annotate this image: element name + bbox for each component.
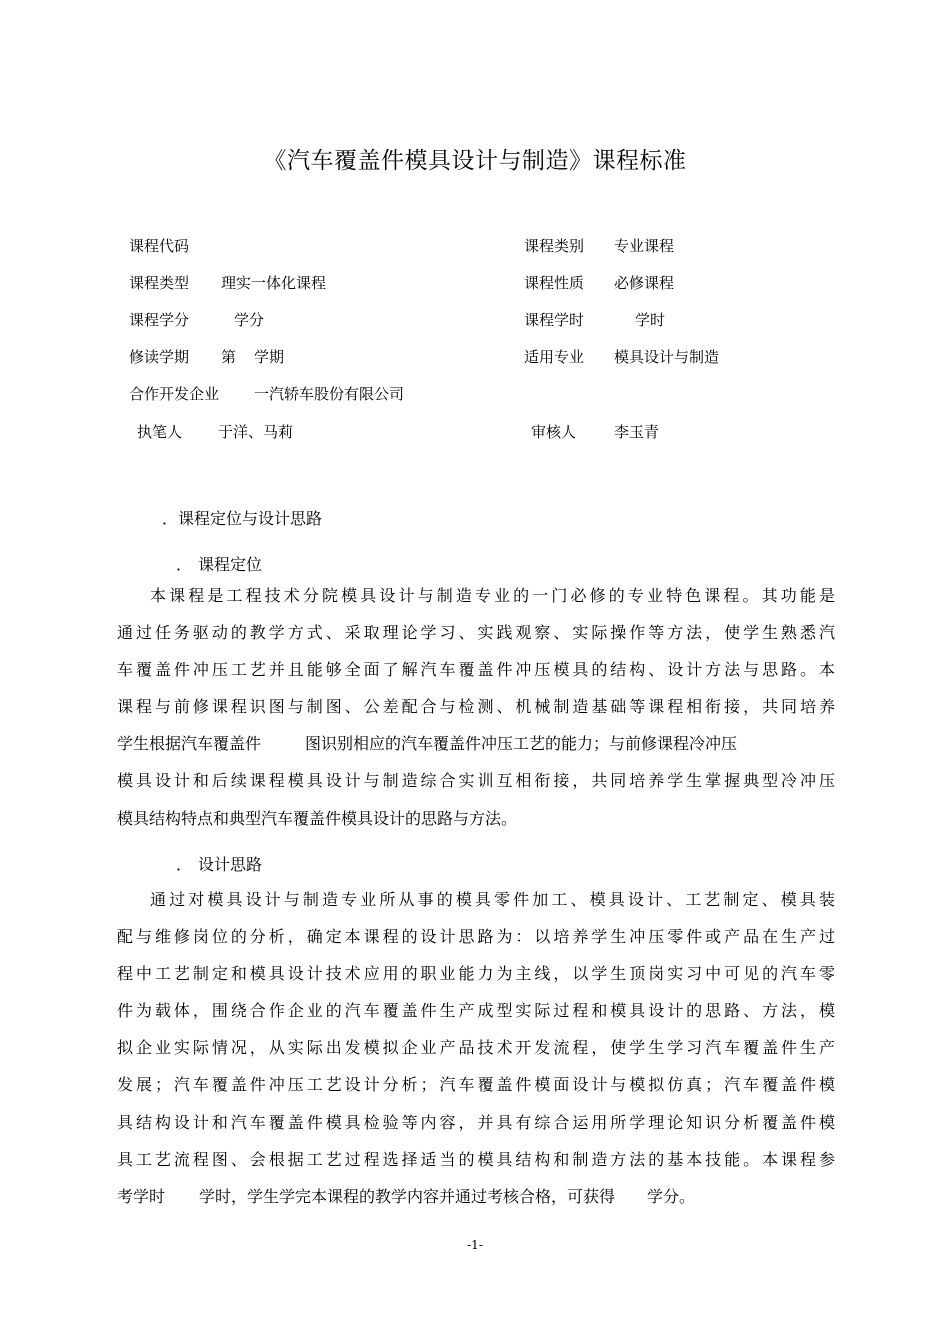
meta-row-2 xyxy=(0,272,950,296)
partner-label: 合作开发企业 xyxy=(129,385,220,403)
subsection-number: ． xyxy=(176,555,193,574)
paragraph-line: 通过对模具设计与制造专业所从事的模具零件加工、模具设计、工艺制定、模具装 xyxy=(150,890,835,909)
paragraph-fragment: 考学时 xyxy=(117,1186,166,1206)
course-code-label: 课程代码 xyxy=(129,237,190,255)
paragraph-line: 程中工艺制定和模具设计技术应用的职业能力为主线，以学生顶岗实习中可见的汽车零 xyxy=(117,964,835,984)
paragraph-line: 模具结构特点和典型汽车覆盖件模具设计的思路与方法。 xyxy=(117,808,518,828)
section-number: ． xyxy=(162,509,179,528)
course-type-label: 课程类型 xyxy=(129,274,190,292)
document-title: 《汽车覆盖件模具设计与制造》课程标准 xyxy=(263,148,687,174)
paragraph-line xyxy=(117,1178,835,1215)
meta-row-1 xyxy=(0,235,950,259)
paragraph-line: 发展；汽车覆盖件冲压工艺设计分析；汽车覆盖件模面设计与模拟仿真；汽车覆盖件模 xyxy=(117,1075,835,1095)
subsection-number: ． xyxy=(176,855,193,874)
reviewer-value: 李玉青 xyxy=(614,423,660,441)
paragraph-fragment: 学时，学生学完本课程的教学内容并通过考核合格，可获得 xyxy=(199,1186,616,1206)
partner-value: 一汽轿车股份有限公司 xyxy=(254,385,405,403)
section-title: 课程定位与设计思路 xyxy=(178,509,323,528)
hours-label: 课程学时 xyxy=(524,311,585,329)
paragraph-line: 具结构设计和汽车覆盖件模具检验等内容，并具有综合运用所学理论知识分析覆盖件模 xyxy=(117,1112,835,1132)
paragraph-line: 配与维修岗位的分析，确定本课程的设计思路为：以培养学生冲压零件或产品在生产过 xyxy=(117,927,835,947)
major-label: 适用专业 xyxy=(524,348,585,366)
author-label: 执笔人 xyxy=(137,423,183,441)
paragraph-line: 模具设计和后续课程模具设计与制造综合实训互相衔接，共同培养学生掌握典型冷冲压 xyxy=(117,771,835,791)
section-heading-1 xyxy=(162,506,322,529)
course-type-value: 理实一体化课程 xyxy=(221,274,327,292)
paragraph-line: 本课程是工程技术分院模具设计与制造专业的一门必修的专业特色课程。其功能是 xyxy=(150,586,835,605)
paragraph-line: 具工艺流程图、会根据工艺过程选择适当的模具结构和制造方法的基本技能。本课程参 xyxy=(117,1149,835,1169)
paragraph-line: 件为载体，围绕合作企业的汽车覆盖件生产成型实际过程和模具设计的思路、方法，模 xyxy=(117,1001,835,1021)
author-value: 于洋、马莉 xyxy=(218,423,294,441)
subsection-title: 设计思路 xyxy=(198,855,263,874)
reviewer-label: 审核人 xyxy=(531,423,577,441)
credits-unit: 学分 xyxy=(234,311,265,329)
hours-unit: 学时 xyxy=(635,311,666,329)
paragraph-line: 拟企业实际情况，从实际出发模拟企业产品技术开发流程，使学生学习汽车覆盖件生产 xyxy=(117,1038,835,1058)
paragraph-design xyxy=(117,881,835,1215)
meta-row-5 xyxy=(0,383,950,407)
paragraph-fragment: 学分。 xyxy=(647,1186,696,1206)
semester-prefix: 第 xyxy=(221,348,237,366)
paragraph-line: 课程与前修课程识图与制图、公差配合与检测、机械制造基础等课程相衔接，共同培养 xyxy=(117,697,835,717)
major-value: 模具设计与制造 xyxy=(614,348,720,366)
paragraph-positioning xyxy=(117,577,835,837)
semester-suffix: 学期 xyxy=(254,348,285,366)
paragraph-line: 车覆盖件冲压工艺并且能够全面了解汽车覆盖件冲压模具的结构、设计方法与思路。本 xyxy=(117,660,835,680)
paragraph-line xyxy=(117,725,835,762)
page-number: -1- xyxy=(467,1238,483,1252)
meta-row-3 xyxy=(0,309,950,333)
paragraph-line: 通过任务驱动的教学方式、采取理论学习、实践观察、实际操作等方法，使学生熟悉汽 xyxy=(117,623,835,643)
course-category-value: 专业课程 xyxy=(614,237,675,255)
course-nature-label: 课程性质 xyxy=(524,274,585,292)
course-nature-value: 必修课程 xyxy=(614,274,675,292)
credits-label: 课程学分 xyxy=(129,311,190,329)
meta-row-6 xyxy=(0,421,950,445)
subsection-heading-positioning xyxy=(176,552,262,575)
semester-label: 修读学期 xyxy=(129,348,190,366)
meta-row-4 xyxy=(0,346,950,370)
paragraph-fragment: 学生根据汽车覆盖件 xyxy=(117,734,262,754)
paragraph-fragment: 图识别相应的汽车覆盖件冲压工艺的能力；与前修课程冷冲压 xyxy=(305,734,738,754)
subsection-title: 课程定位 xyxy=(198,555,263,574)
subsection-heading-design xyxy=(176,852,262,875)
course-category-label: 课程类别 xyxy=(524,237,585,255)
